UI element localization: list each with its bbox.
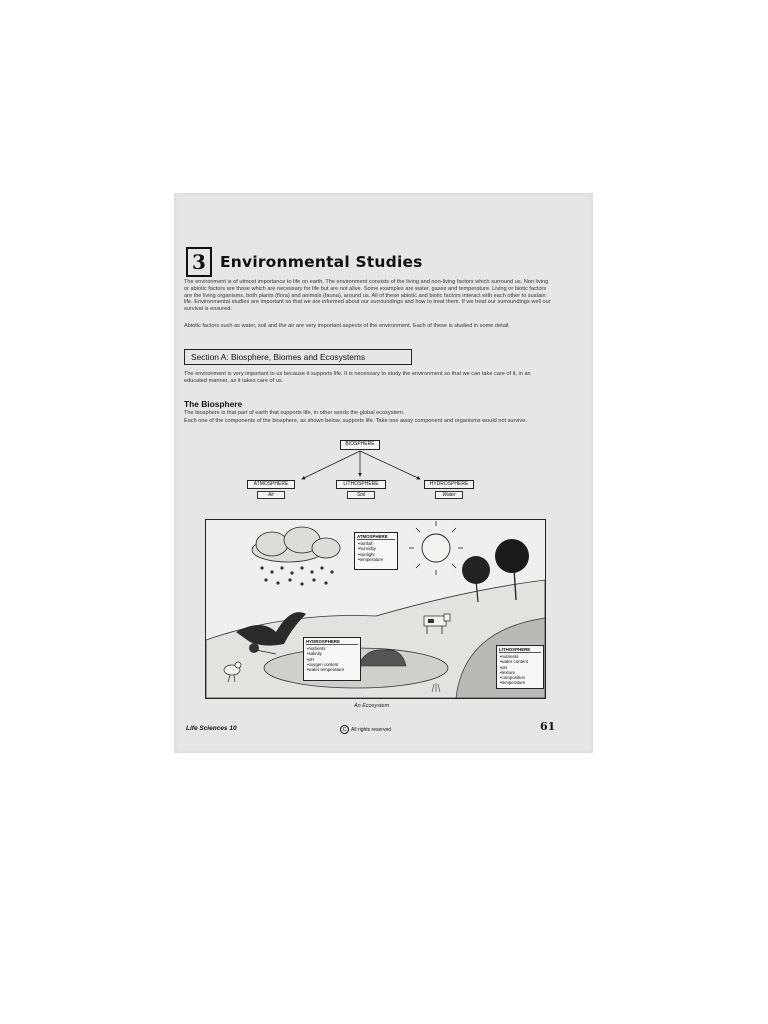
footer-book-title: Life Sciences 10 <box>186 725 237 732</box>
biosphere-heading: The Biosphere <box>184 399 243 409</box>
atmosphere-info-title: ATMOSPHERE <box>357 534 395 540</box>
atmosphere-item: • sunlight <box>358 552 395 557</box>
page-number: 61 <box>540 720 556 733</box>
tree-root-biosphere: BIOSPHERE <box>340 440 380 450</box>
raindrops <box>260 566 333 585</box>
hydrosphere-item: • water temperature <box>307 667 358 672</box>
lithosphere-item: • nutrients <box>500 654 541 659</box>
chapter-title: Environmental Studies <box>220 253 423 271</box>
tree-sub-soil: Soil <box>347 491 375 499</box>
atmosphere-item: • rainfall <box>358 541 395 546</box>
sun-icon <box>409 521 463 575</box>
lithosphere-item: • water content <box>500 659 541 664</box>
hydrosphere-item: • pH <box>307 657 358 662</box>
hydrosphere-item: • nutrients <box>307 646 358 651</box>
tree-node-lithosphere: LITHOSPHERE <box>336 480 386 489</box>
footer-rights-text: All rights reserved <box>351 726 392 733</box>
hydrosphere-item: • oxygen content <box>307 662 358 667</box>
atmosphere-item: • temperature <box>358 557 395 562</box>
lithosphere-item: • temperature <box>500 680 541 685</box>
atmosphere-item: • humidity <box>358 546 395 551</box>
tree-sub-air: Air <box>257 491 285 499</box>
ecosystem-caption: An Ecosystem <box>354 703 390 709</box>
scanned-page <box>174 193 593 753</box>
section-paragraph: The environment is very important to us because it supports life. It is necessary to study the environment so that we can take care of it, in an educated manner, as it takes care of us. <box>184 371 531 384</box>
ecosystem-illustration <box>205 519 546 699</box>
lithosphere-item: • composition <box>500 675 541 680</box>
tree-node-atmosphere: ATMOSPHERE <box>247 480 295 489</box>
tree-node-hydrosphere: HYDROSPHERE <box>424 480 474 489</box>
lithosphere-item: • texture <box>500 670 541 675</box>
biosphere-paragraph-2: Each one of the components of the biosphere, as shown below, supports life. Take one away component and organisms would not survive. <box>184 418 527 424</box>
hydrosphere-item: • salinity <box>307 651 358 656</box>
hydrosphere-info-title: HYDROSPHERE <box>306 639 358 645</box>
cloud-icon <box>252 527 340 562</box>
atmosphere-info-box <box>354 532 398 570</box>
chapter-number: 3 <box>186 247 212 277</box>
footer-copyright <box>340 725 391 734</box>
section-title-box: Section A: Biosphere, Biomes and Ecosystems <box>184 349 412 365</box>
hydrosphere-info-box <box>303 637 361 681</box>
intro-paragraph-1: The environment is of utmost importance to life on earth. The environment consists of the living and non-living factors which surround us. Non living or abiotic factors are those which are necessary for life but are not alive. Some examples are water, gases and temperature. Living or biotic factors are the living organisms, both plants (flora) and animals (fauna), around us. All of these abiotic and biotic factors interact with each other to sustain life. Environmental studies are important so that we are informed about our surroundings and how to treat them. If we treat our surroundings well our survival is ensured. <box>184 279 551 313</box>
biosphere-paragraph-1: The biosphere is that part of earth that supports life, in other words the global ecosystem. <box>184 410 405 416</box>
tree-sub-water: Water <box>435 491 463 499</box>
lithosphere-info-title: LITHOSPHERE <box>499 647 541 653</box>
copyright-icon: C <box>340 725 349 734</box>
intro-paragraph-2: Abiotic factors such as water, soil and the air are very important aspects of the environment. Each of these is studied in some detail. <box>184 323 510 329</box>
lithosphere-item: • pH <box>500 665 541 670</box>
tree-connectors <box>174 193 593 513</box>
lithosphere-info-box <box>496 645 544 689</box>
